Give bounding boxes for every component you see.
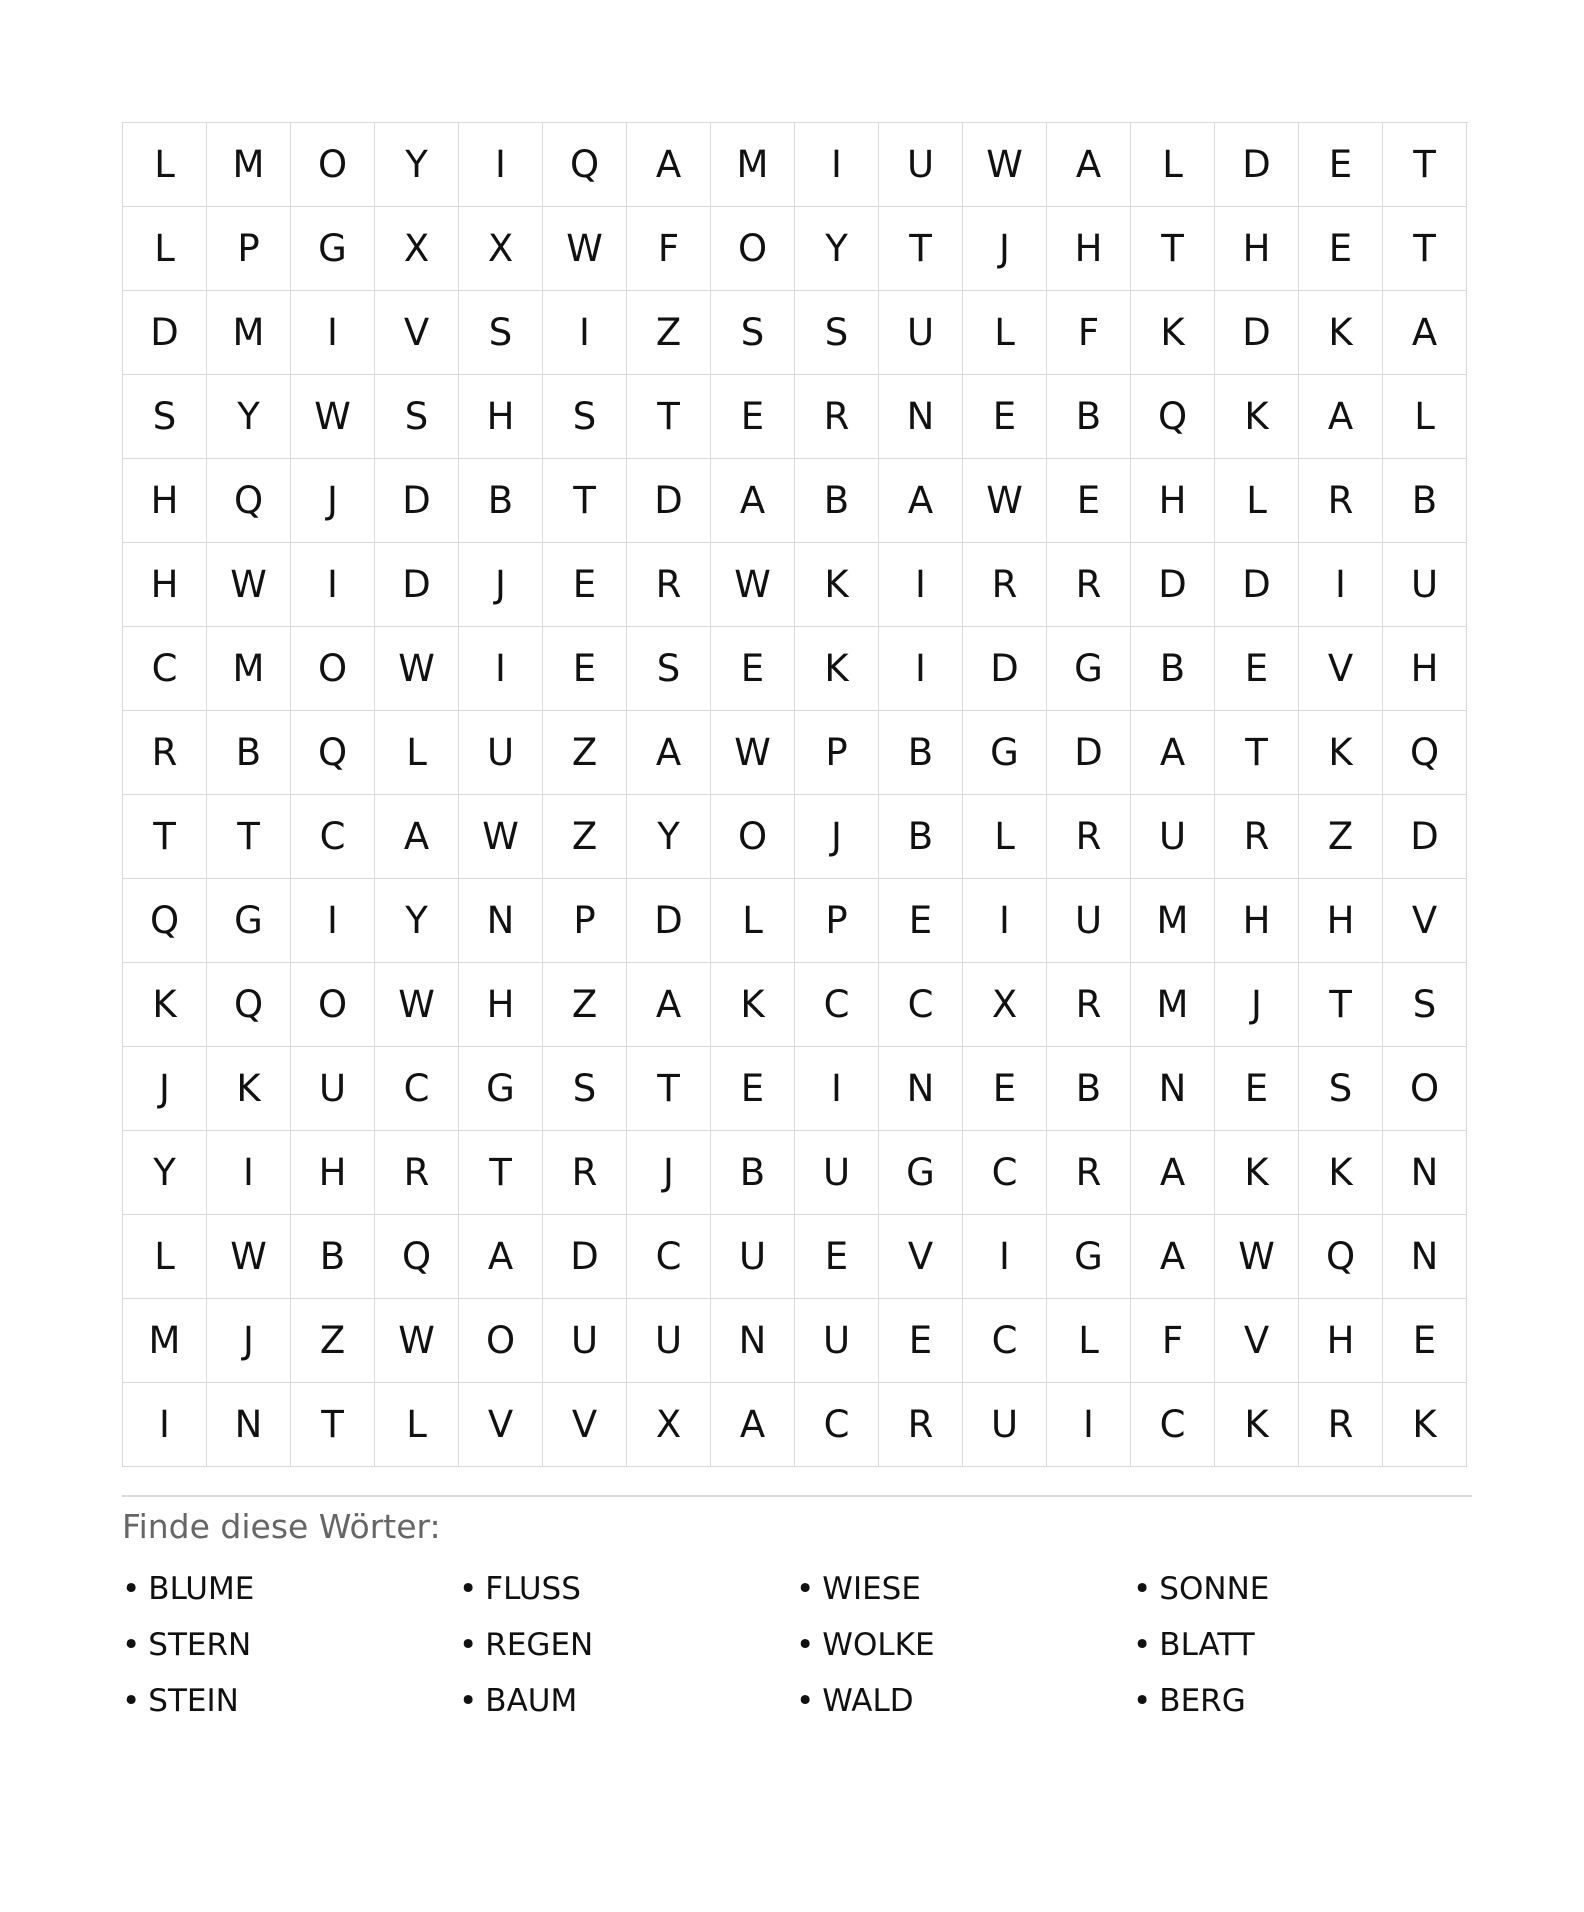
grid-cell[interactable]: C (963, 1299, 1047, 1383)
grid-cell[interactable]: O (711, 795, 795, 879)
grid-cell[interactable]: N (711, 1299, 795, 1383)
grid-cell[interactable]: T (459, 1131, 543, 1215)
grid-cell[interactable]: O (291, 627, 375, 711)
word-text: WALD (822, 1683, 914, 1719)
grid-cell[interactable]: Y (123, 1131, 207, 1215)
grid-cell[interactable]: O (291, 963, 375, 1047)
grid-cell[interactable]: Q (207, 963, 291, 1047)
grid-cell[interactable]: D (963, 627, 1047, 711)
grid-cell[interactable]: I (1047, 1383, 1131, 1467)
grid-cell[interactable]: K (711, 963, 795, 1047)
grid-cell[interactable]: L (123, 1215, 207, 1299)
grid-cell[interactable]: I (879, 543, 963, 627)
grid-cell[interactable]: V (1299, 627, 1383, 711)
grid-cell[interactable]: T (291, 1383, 375, 1467)
grid-cell[interactable]: D (375, 543, 459, 627)
bullet-icon: • (459, 1627, 478, 1663)
grid-cell[interactable]: H (123, 543, 207, 627)
grid-cell[interactable]: E (1047, 459, 1131, 543)
grid-cell[interactable]: O (711, 207, 795, 291)
word-list-item (1133, 1682, 1470, 1720)
grid-cell[interactable]: N (459, 879, 543, 963)
grid-cell[interactable]: U (1047, 879, 1131, 963)
grid-cell[interactable]: D (123, 291, 207, 375)
grid-cell[interactable]: M (207, 291, 291, 375)
grid-cell[interactable]: S (627, 627, 711, 711)
grid-cell[interactable]: E (711, 1047, 795, 1131)
grid-cell[interactable]: H (1131, 459, 1215, 543)
grid-cell[interactable]: T (1299, 963, 1383, 1047)
grid-cell[interactable]: B (879, 795, 963, 879)
grid-cell[interactable]: F (1131, 1299, 1215, 1383)
grid-cell[interactable]: S (459, 291, 543, 375)
bullet-icon: • (796, 1571, 815, 1607)
grid-cell[interactable]: M (1131, 879, 1215, 963)
bullet-icon: • (459, 1683, 478, 1719)
grid-cell[interactable]: L (1215, 459, 1299, 543)
grid-cell[interactable]: E (879, 879, 963, 963)
grid-cell[interactable]: K (1215, 375, 1299, 459)
grid-cell[interactable]: U (879, 291, 963, 375)
grid-cell[interactable]: B (1047, 1047, 1131, 1131)
letter-grid (122, 122, 1468, 1467)
grid-cell[interactable]: I (459, 627, 543, 711)
grid-cell[interactable]: A (1131, 1215, 1215, 1299)
grid-cell[interactable]: R (123, 711, 207, 795)
grid-cell[interactable]: C (375, 1047, 459, 1131)
grid-cell[interactable]: B (207, 711, 291, 795)
grid-cell[interactable]: I (795, 123, 879, 207)
grid-cell[interactable]: S (711, 291, 795, 375)
grid-cell[interactable]: E (711, 375, 795, 459)
grid-cell[interactable]: Q (207, 459, 291, 543)
word-text: SONNE (1159, 1571, 1270, 1607)
grid-cell[interactable]: N (1131, 1047, 1215, 1131)
grid-cell[interactable]: Q (1383, 711, 1467, 795)
grid-cell[interactable]: X (963, 963, 1047, 1047)
grid-cell[interactable]: B (711, 1131, 795, 1215)
grid-cell[interactable]: K (1299, 291, 1383, 375)
grid-cell[interactable]: U (1383, 543, 1467, 627)
grid-cell[interactable]: C (291, 795, 375, 879)
word-list-item (122, 1626, 459, 1664)
grid-cell[interactable]: D (375, 459, 459, 543)
grid-cell[interactable]: Y (375, 879, 459, 963)
grid-cell[interactable]: A (375, 795, 459, 879)
grid-cell[interactable]: O (291, 123, 375, 207)
grid-cell[interactable]: B (879, 711, 963, 795)
grid-cell[interactable]: J (291, 459, 375, 543)
grid-cell[interactable]: I (291, 543, 375, 627)
grid-cell[interactable]: B (795, 459, 879, 543)
grid-cell[interactable]: M (711, 123, 795, 207)
grid-cell[interactable]: D (1047, 711, 1131, 795)
grid-cell[interactable]: K (795, 543, 879, 627)
grid-cell[interactable]: Q (291, 711, 375, 795)
grid-cell[interactable]: T (879, 207, 963, 291)
grid-cell[interactable]: C (963, 1131, 1047, 1215)
word-list-heading: Finde diese Wörter: (122, 1507, 441, 1546)
grid-cell[interactable]: E (963, 1047, 1047, 1131)
grid-cell[interactable]: L (1047, 1299, 1131, 1383)
grid-cell[interactable]: W (1215, 1215, 1299, 1299)
grid-cell[interactable]: L (1383, 375, 1467, 459)
grid-cell[interactable]: I (879, 627, 963, 711)
grid-cell[interactable]: J (459, 543, 543, 627)
grid-cell[interactable]: W (291, 375, 375, 459)
grid-cell[interactable]: O (1383, 1047, 1467, 1131)
grid-cell[interactable]: K (1299, 711, 1383, 795)
word-text: STERN (148, 1627, 252, 1663)
grid-cell[interactable]: R (963, 543, 1047, 627)
word-text: WOLKE (822, 1627, 935, 1663)
grid-cell[interactable]: U (627, 1299, 711, 1383)
grid-cell[interactable]: R (375, 1131, 459, 1215)
grid-cell[interactable]: S (795, 291, 879, 375)
grid-cell[interactable]: H (1299, 879, 1383, 963)
grid-cell[interactable]: J (963, 207, 1047, 291)
grid-cell[interactable]: E (1215, 627, 1299, 711)
grid-cell[interactable]: L (123, 207, 207, 291)
grid-cell[interactable]: W (207, 543, 291, 627)
grid-cell[interactable]: Z (543, 795, 627, 879)
grid-cell[interactable]: Z (291, 1299, 375, 1383)
grid-cell[interactable]: N (1383, 1131, 1467, 1215)
grid-cell[interactable]: P (795, 879, 879, 963)
grid-cell[interactable]: C (795, 963, 879, 1047)
grid-cell[interactable]: L (963, 291, 1047, 375)
grid-cell[interactable]: I (1299, 543, 1383, 627)
grid-cell[interactable]: K (1215, 1383, 1299, 1467)
word-list-item (796, 1626, 1133, 1664)
bullet-icon: • (459, 1571, 478, 1607)
grid-cell[interactable]: Z (543, 711, 627, 795)
grid-cell[interactable]: S (543, 1047, 627, 1131)
grid-cell[interactable]: R (1047, 963, 1131, 1047)
grid-cell[interactable]: U (291, 1047, 375, 1131)
grid-cell[interactable]: W (375, 1299, 459, 1383)
grid-cell[interactable]: M (207, 123, 291, 207)
grid-cell[interactable]: S (543, 375, 627, 459)
grid-cell[interactable]: I (291, 291, 375, 375)
grid-cell[interactable]: E (879, 1299, 963, 1383)
grid-cell[interactable]: D (1215, 123, 1299, 207)
word-text: REGEN (485, 1627, 594, 1663)
grid-cell[interactable]: J (1215, 963, 1299, 1047)
grid-cell[interactable]: D (1215, 291, 1299, 375)
grid-cell[interactable]: R (627, 543, 711, 627)
grid-cell[interactable]: J (795, 795, 879, 879)
grid-cell[interactable]: P (207, 207, 291, 291)
grid-cell[interactable]: K (207, 1047, 291, 1131)
grid-cell[interactable]: Y (207, 375, 291, 459)
grid-cell[interactable]: H (1215, 879, 1299, 963)
grid-cell[interactable]: I (795, 1047, 879, 1131)
grid-cell[interactable]: I (291, 879, 375, 963)
divider (122, 1495, 1472, 1497)
grid-cell[interactable]: G (291, 207, 375, 291)
grid-cell[interactable]: U (1131, 795, 1215, 879)
word-text: WIESE (822, 1571, 921, 1607)
grid-cell[interactable]: A (711, 1383, 795, 1467)
grid-cell[interactable]: W (963, 459, 1047, 543)
grid-cell[interactable]: R (1047, 543, 1131, 627)
grid-cell[interactable]: V (1215, 1299, 1299, 1383)
grid-cell[interactable]: H (1383, 627, 1467, 711)
grid-cell[interactable]: D (543, 1215, 627, 1299)
grid-cell[interactable]: D (1383, 795, 1467, 879)
grid-cell[interactable]: U (963, 1383, 1047, 1467)
grid-cell[interactable]: J (207, 1299, 291, 1383)
word-text: BLATT (1159, 1627, 1255, 1663)
grid-cell[interactable]: A (1383, 291, 1467, 375)
grid-cell[interactable]: V (879, 1215, 963, 1299)
grid-cell[interactable]: V (1383, 879, 1467, 963)
grid-cell[interactable]: S (375, 375, 459, 459)
grid-cell[interactable]: T (627, 1047, 711, 1131)
word-list (122, 1570, 1472, 1720)
grid-cell[interactable]: U (879, 123, 963, 207)
grid-cell[interactable]: K (1383, 1383, 1467, 1467)
grid-cell[interactable]: W (711, 711, 795, 795)
grid-cell[interactable]: H (1215, 207, 1299, 291)
bullet-icon: • (796, 1627, 815, 1663)
word-search-puzzle (122, 122, 1472, 1720)
grid-cell[interactable]: I (207, 1131, 291, 1215)
grid-cell[interactable]: G (1047, 627, 1131, 711)
word-list-item (122, 1570, 459, 1608)
grid-cell[interactable]: R (543, 1131, 627, 1215)
word-list-item (459, 1626, 796, 1664)
grid-cell[interactable]: L (375, 1383, 459, 1467)
grid-cell[interactable]: G (459, 1047, 543, 1131)
grid-cell[interactable]: H (459, 375, 543, 459)
grid-cell[interactable]: Q (375, 1215, 459, 1299)
grid-cell[interactable]: H (291, 1131, 375, 1215)
grid-cell[interactable]: R (1299, 1383, 1383, 1467)
grid-cell[interactable]: L (711, 879, 795, 963)
grid-cell[interactable]: R (795, 375, 879, 459)
grid-cell[interactable]: K (1131, 291, 1215, 375)
grid-cell[interactable]: T (1383, 123, 1467, 207)
grid-cell[interactable]: B (1047, 375, 1131, 459)
grid-cell[interactable]: E (963, 375, 1047, 459)
bullet-icon: • (122, 1683, 141, 1719)
word-text: BERG (1159, 1683, 1246, 1719)
grid-cell[interactable]: A (1047, 123, 1131, 207)
grid-cell[interactable]: D (627, 879, 711, 963)
grid-cell[interactable]: L (123, 123, 207, 207)
grid-cell[interactable]: T (543, 459, 627, 543)
word-text: BAUM (485, 1683, 578, 1719)
word-list-item (796, 1682, 1133, 1720)
grid-cell[interactable]: N (207, 1383, 291, 1467)
grid-cell[interactable]: A (711, 459, 795, 543)
grid-cell[interactable]: D (1215, 543, 1299, 627)
grid-cell[interactable]: E (711, 627, 795, 711)
grid-cell[interactable]: H (1047, 207, 1131, 291)
grid-cell[interactable]: H (1299, 1299, 1383, 1383)
grid-cell[interactable]: Z (543, 963, 627, 1047)
grid-cell[interactable]: D (1131, 543, 1215, 627)
grid-cell[interactable]: S (1299, 1047, 1383, 1131)
grid-cell[interactable]: L (1131, 123, 1215, 207)
grid-cell[interactable]: O (459, 1299, 543, 1383)
grid-cell[interactable]: E (795, 1215, 879, 1299)
grid-cell[interactable]: C (795, 1383, 879, 1467)
grid-cell[interactable]: G (207, 879, 291, 963)
grid-cell[interactable]: W (375, 963, 459, 1047)
grid-cell[interactable]: T (207, 795, 291, 879)
grid-cell[interactable]: S (1383, 963, 1467, 1047)
grid-cell[interactable]: J (627, 1131, 711, 1215)
grid-cell[interactable]: W (543, 207, 627, 291)
grid-cell[interactable]: G (963, 711, 1047, 795)
bullet-icon: • (122, 1571, 141, 1607)
grid-cell[interactable]: E (543, 543, 627, 627)
grid-cell[interactable]: E (543, 627, 627, 711)
grid-cell[interactable]: R (1047, 1131, 1131, 1215)
grid-cell[interactable]: R (1215, 795, 1299, 879)
grid-cell[interactable]: T (1215, 711, 1299, 795)
bullet-icon: • (122, 1627, 141, 1663)
grid-cell[interactable]: H (459, 963, 543, 1047)
grid-cell[interactable]: C (1131, 1383, 1215, 1467)
grid-cell[interactable]: J (123, 1047, 207, 1131)
grid-cell[interactable]: T (123, 795, 207, 879)
grid-cell[interactable]: A (1131, 1131, 1215, 1215)
grid-cell[interactable]: M (123, 1299, 207, 1383)
grid-cell[interactable]: V (543, 1383, 627, 1467)
bullet-icon: • (1133, 1627, 1152, 1663)
grid-cell[interactable]: U (795, 1299, 879, 1383)
word-list-item (459, 1570, 796, 1608)
grid-cell[interactable]: I (123, 1383, 207, 1467)
grid-cell[interactable]: K (1215, 1131, 1299, 1215)
word-list-item (1133, 1626, 1470, 1664)
grid-cell[interactable]: U (711, 1215, 795, 1299)
grid-cell[interactable]: W (963, 123, 1047, 207)
grid-cell[interactable]: T (627, 375, 711, 459)
grid-cell[interactable]: A (1299, 375, 1383, 459)
grid-cell[interactable]: K (1299, 1131, 1383, 1215)
grid-cell[interactable]: F (1047, 291, 1131, 375)
grid-cell[interactable]: Q (123, 879, 207, 963)
grid-cell[interactable]: W (711, 543, 795, 627)
grid-cell[interactable]: N (879, 1047, 963, 1131)
grid-cell[interactable]: S (123, 375, 207, 459)
grid-cell[interactable]: R (879, 1383, 963, 1467)
grid-cell[interactable]: C (627, 1215, 711, 1299)
grid-cell[interactable]: Q (543, 123, 627, 207)
word-list-item (796, 1570, 1133, 1608)
grid-cell[interactable]: I (963, 1215, 1047, 1299)
grid-cell[interactable]: A (879, 459, 963, 543)
grid-cell[interactable]: Y (375, 123, 459, 207)
word-list-item (459, 1682, 796, 1720)
grid-cell[interactable]: M (207, 627, 291, 711)
grid-cell[interactable]: R (1299, 459, 1383, 543)
grid-cell[interactable]: P (795, 711, 879, 795)
grid-cell[interactable]: B (1131, 627, 1215, 711)
grid-cell[interactable]: I (459, 123, 543, 207)
grid-cell[interactable]: V (459, 1383, 543, 1467)
grid-cell[interactable]: D (627, 459, 711, 543)
grid-cell[interactable]: X (627, 1383, 711, 1467)
grid-cell[interactable]: X (459, 207, 543, 291)
grid-cell[interactable]: Z (1299, 795, 1383, 879)
grid-cell[interactable]: A (627, 123, 711, 207)
grid-cell[interactable]: W (375, 627, 459, 711)
bullet-icon: • (1133, 1571, 1152, 1607)
grid-cell[interactable]: U (543, 1299, 627, 1383)
word-text: BLUME (148, 1571, 255, 1607)
grid-cell[interactable]: E (1383, 1299, 1467, 1383)
grid-cell[interactable]: K (795, 627, 879, 711)
grid-cell[interactable]: M (1131, 963, 1215, 1047)
bullet-icon: • (796, 1683, 815, 1719)
grid-cell[interactable]: N (1383, 1215, 1467, 1299)
grid-cell[interactable]: H (123, 459, 207, 543)
grid-cell[interactable]: R (1047, 795, 1131, 879)
grid-cell[interactable]: L (375, 711, 459, 795)
bullet-icon: • (1133, 1683, 1152, 1719)
grid-cell[interactable]: C (879, 963, 963, 1047)
grid-cell[interactable]: B (459, 459, 543, 543)
grid-cell[interactable]: K (123, 963, 207, 1047)
grid-cell[interactable]: Z (627, 291, 711, 375)
grid-cell[interactable]: T (1383, 207, 1467, 291)
grid-cell[interactable]: B (1383, 459, 1467, 543)
grid-cell[interactable]: E (1215, 1047, 1299, 1131)
grid-cell[interactable]: Q (1299, 1215, 1383, 1299)
word-list-item (122, 1682, 459, 1720)
grid-cell[interactable]: I (963, 879, 1047, 963)
grid-cell[interactable]: Y (795, 207, 879, 291)
grid-cell[interactable]: E (1299, 123, 1383, 207)
grid-cell[interactable]: U (459, 711, 543, 795)
grid-cell[interactable]: A (459, 1215, 543, 1299)
grid-cell[interactable]: G (879, 1131, 963, 1215)
grid-cell[interactable]: V (375, 291, 459, 375)
grid-cell[interactable]: W (459, 795, 543, 879)
grid-cell[interactable]: C (123, 627, 207, 711)
grid-cell[interactable]: A (627, 711, 711, 795)
grid-cell[interactable]: F (627, 207, 711, 291)
word-text: STEIN (148, 1683, 239, 1719)
grid-cell[interactable]: U (795, 1131, 879, 1215)
grid-cell[interactable]: X (375, 207, 459, 291)
grid-cell[interactable]: A (627, 963, 711, 1047)
grid-cell[interactable]: A (1131, 711, 1215, 795)
word-list-item (1133, 1570, 1470, 1608)
grid-cell[interactable]: L (963, 795, 1047, 879)
grid-cell[interactable]: E (1299, 207, 1383, 291)
grid-cell[interactable]: B (291, 1215, 375, 1299)
grid-cell[interactable]: G (1047, 1215, 1131, 1299)
grid-cell[interactable]: P (543, 879, 627, 963)
grid-cell[interactable]: N (879, 375, 963, 459)
grid-cell[interactable]: W (207, 1215, 291, 1299)
word-text: FLUSS (485, 1571, 581, 1607)
grid-cell[interactable]: Y (627, 795, 711, 879)
grid-cell[interactable]: I (543, 291, 627, 375)
grid-cell[interactable]: Q (1131, 375, 1215, 459)
grid-cell[interactable]: T (1131, 207, 1215, 291)
